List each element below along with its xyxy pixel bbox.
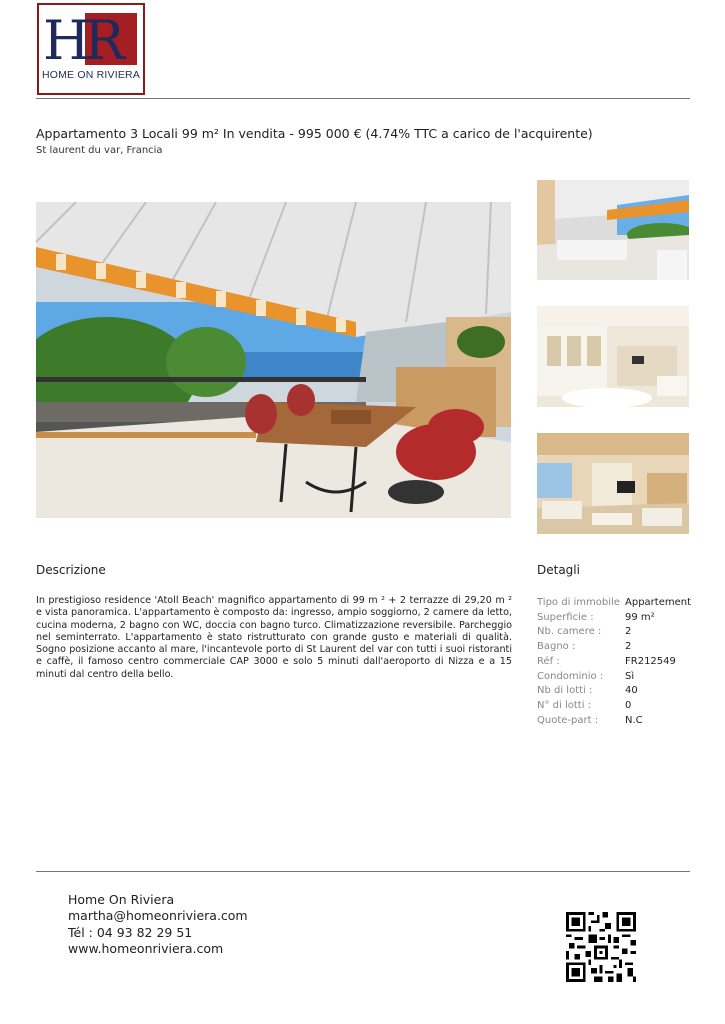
details-key: Réf :	[537, 655, 560, 667]
thumbnail-photo-terrace	[537, 180, 689, 280]
qr-code-icon	[566, 912, 636, 982]
contact-email[interactable]: martha@homeonriviera.com	[68, 908, 248, 924]
contact-block	[68, 892, 248, 957]
details-heading: Detagli	[537, 563, 580, 577]
listing-location: St laurent du var, Francia	[36, 145, 163, 156]
details-row	[537, 670, 691, 685]
details-row	[537, 611, 691, 626]
logo-brand-name: HOME ON RIVIERA	[41, 69, 141, 81]
details-key: N° di lotti :	[537, 699, 592, 711]
details-value: 2	[625, 641, 632, 653]
details-key: Superficie :	[537, 611, 594, 623]
details-table	[537, 596, 691, 728]
details-value: N.C	[625, 714, 643, 726]
details-key: Tipo di immobile	[537, 597, 620, 608]
logo-letters: HR	[43, 9, 119, 72]
details-key: Nb di lotti :	[537, 685, 593, 697]
agency-name: Home On Riviera	[68, 892, 175, 907]
thumbnail-photo-lounge	[537, 433, 689, 534]
details-row	[537, 625, 691, 640]
contact-phone: Tél : 04 93 82 29 51	[68, 924, 193, 940]
details-value: Appartement	[625, 597, 692, 608]
details-row	[537, 699, 691, 714]
description-text: In prestigioso residence 'Atoll Beach' magnifico appartamento di 99 m ² + 2 terrazze di 29,20 m ² e vista panoramica. L'appartamento è composto da: ingresso, ampio soggiorno, 2 camere da letto, cucina moderna, 2 bagno con WC, doccia con bagno turco. Climatizzazione reversibile. Parcheggio nel seminterrato. L'appartamento è stato ristrutturato con grande gusto e materiali di qualità. Sogno posizione accanto al mare, l'incantevole porto di St Laurent del var con tutti i suoi ristoranti e caffè, il famoso centro commerciale CAP 3000 e solo 5 minuti dall'aeroporto di Nizza e a 15 minuti dal centro della bello.	[36, 595, 512, 680]
main-photo-terrace	[36, 202, 511, 518]
details-key: Bagno :	[537, 641, 576, 653]
listing-title: Appartamento 3 Locali 99 m² In vendita - 995 000 € (4.74% TTC a carico de l'acquirente)	[36, 126, 593, 141]
details-value: FR212549	[625, 655, 676, 667]
details-value: 99 m²	[625, 611, 655, 623]
details-value: 40	[625, 685, 638, 697]
description-heading: Descrizione	[36, 563, 106, 577]
details-value: 0	[625, 699, 632, 711]
details-row	[537, 684, 691, 699]
footer-divider	[36, 871, 690, 872]
thumbnail-photo-living-room	[537, 306, 689, 407]
agency-logo	[37, 3, 145, 95]
details-value: 2	[625, 626, 632, 638]
details-row	[537, 596, 691, 611]
contact-website[interactable]: www.homeonriviera.com	[68, 940, 224, 956]
details-key: Condominio :	[537, 670, 604, 682]
details-row	[537, 714, 691, 729]
header-divider	[36, 98, 690, 99]
details-key: Nb. camere :	[537, 626, 602, 638]
details-key: Quote-part :	[537, 714, 599, 726]
details-row	[537, 655, 691, 670]
details-row	[537, 640, 691, 655]
details-value: Sì	[625, 670, 635, 682]
